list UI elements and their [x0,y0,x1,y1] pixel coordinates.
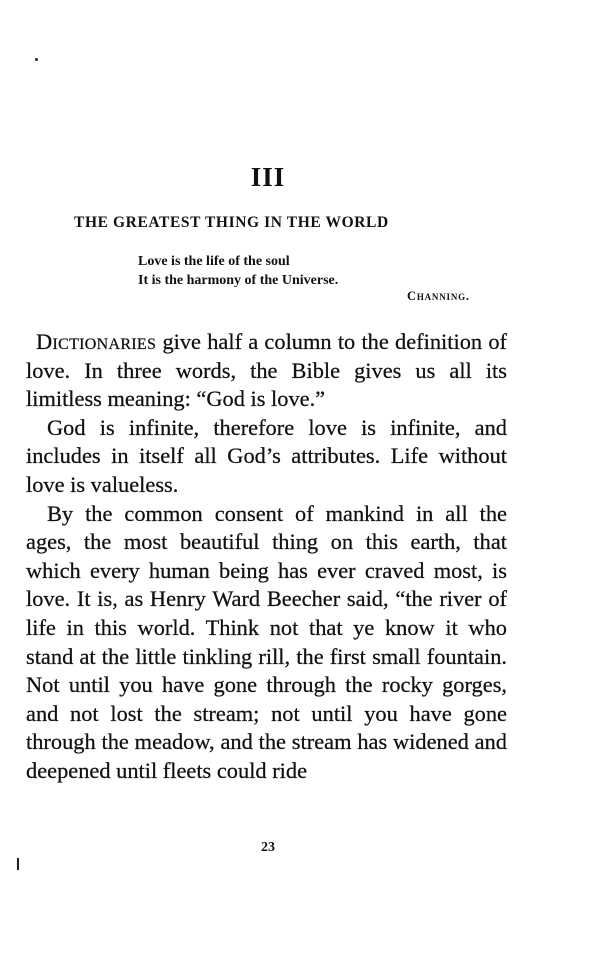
paragraph-text: By the common consent of mankind in all the ages, the most beautiful thing on this earth, that which every human being has ever craved most, is love. It is, as Henry Ward Beecher said, “the river of life in this world. Think not that ye know it who stand at the little tinkling rill, the first small fountain. Not until you have gone through the rocky gorges, and not lost the stream; not until you have gone through the meadow, and the stream has widened and deepened until fleets could ride [26,500,507,783]
page-number: 23 [261,840,275,855]
paragraph-text: God is infinite, therefore love is infinite, and includes in itself all God’s attributes. Life without love is valueless. [26,414,507,497]
paragraph [26,414,507,500]
drop-word: Dictionaries [36,329,157,354]
body-text [26,328,507,786]
chapter-number: III [250,162,286,192]
epigraph-line: It is the harmony of the Universe. [138,273,339,288]
epigraph-attribution: Channing. [407,289,470,303]
paragraph [26,328,507,414]
epigraph-line: Love is the life of the soul [138,254,290,269]
scan-speck [35,58,38,61]
chapter-title: THE GREATEST THING IN THE WORLD [74,214,389,231]
paragraph-text: give half a column to the definition of love. In three words, the Bible gives us all its limitless meaning: “God is love.” [26,329,507,412]
scan-speck [17,858,19,870]
paragraph [26,500,507,786]
epigraph [138,252,338,290]
